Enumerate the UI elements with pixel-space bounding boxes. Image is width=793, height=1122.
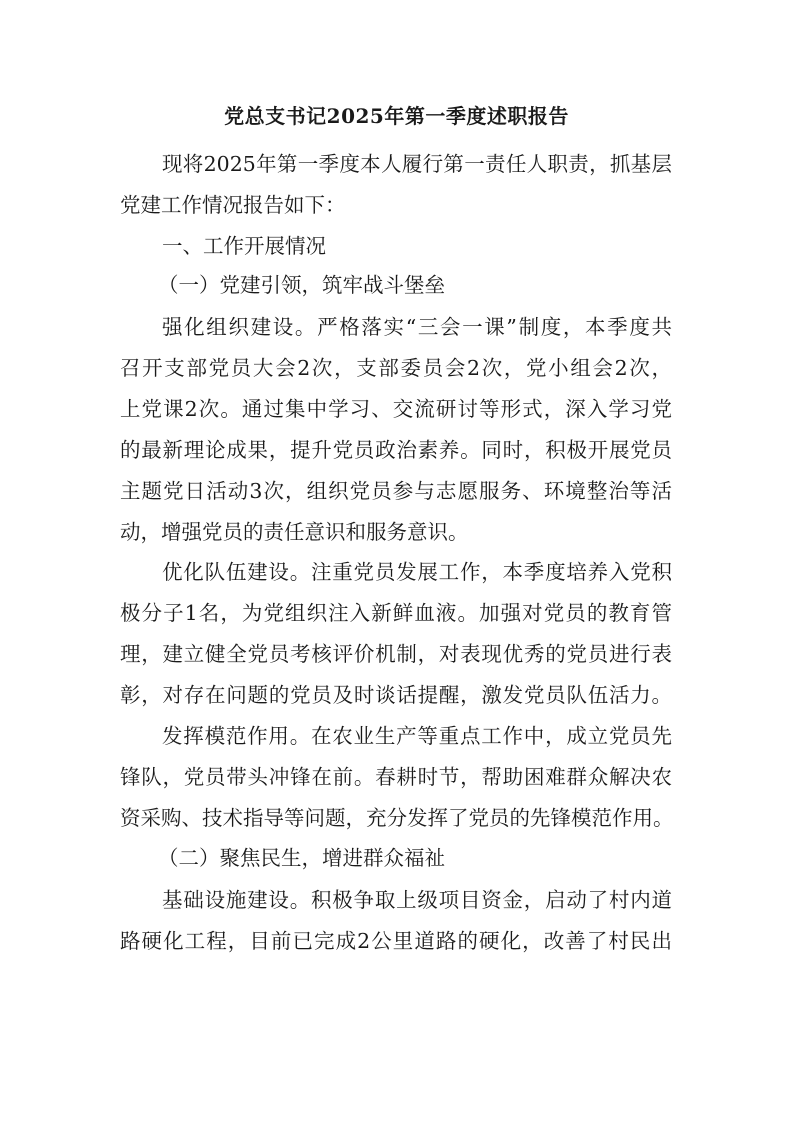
section-heading: 一、工作开展情况: [162, 234, 326, 258]
paragraph-line: 极分子1名，为党组织注入新鲜血液。加强对党员的教育管: [120, 601, 672, 625]
paragraph-line: 基础设施建设。积极争取上级项目资金，启动了村内道: [162, 888, 672, 912]
paragraph-line: 的最新理论成果，提升党员政治素养。同时，积极开展党员: [120, 438, 672, 462]
subsection-heading: （二）聚焦民生，增进群众福祉: [158, 846, 445, 870]
document-title: 党总支书记2025年第一季度述职报告: [224, 104, 569, 128]
paragraph-line: 发挥模范作用。在农业生产等重点工作中，成立党员先: [162, 724, 672, 748]
paragraph-line: 理，建立健全党员考核评价机制，对表现优秀的党员进行表: [120, 642, 672, 666]
paragraph-line: 锋队，党员带头冲锋在前。春耕时节，帮助困难群众解决农: [120, 765, 672, 789]
paragraph-line: 强化组织建设。严格落实“三会一课”制度，本季度共: [162, 315, 672, 339]
paragraph-line: 党建工作情况报告如下：: [120, 193, 346, 217]
paragraph-line: 召开支部党员大会2次，支部委员会2次，党小组会2次，: [120, 356, 672, 380]
paragraph-line: 现将2025年第一季度本人履行第一责任人职责，抓基层: [162, 152, 672, 176]
paragraph-line: 路硬化工程，目前已完成2公里道路的硬化，改善了村民出: [120, 929, 672, 953]
paragraph-line: 彰，对存在问题的党员及时谈话提醒，激发党员队伍活力。: [120, 683, 672, 707]
paragraph-line: 动，增强党员的责任意识和服务意识。: [120, 520, 469, 544]
paragraph-line: 资采购、技术指导等问题，充分发挥了党员的先锋模范作用。: [120, 806, 674, 830]
subsection-heading: （一）党建引领，筑牢战斗堡垒: [158, 273, 445, 297]
paragraph-line: 主题党日活动3次，组织党员参与志愿服务、环境整治等活: [120, 479, 672, 503]
paragraph-line: 优化队伍建设。注重党员发展工作，本季度培养入党积: [162, 560, 672, 584]
paragraph-line: 上党课2次。通过集中学习、交流研讨等形式，深入学习党: [120, 397, 672, 421]
